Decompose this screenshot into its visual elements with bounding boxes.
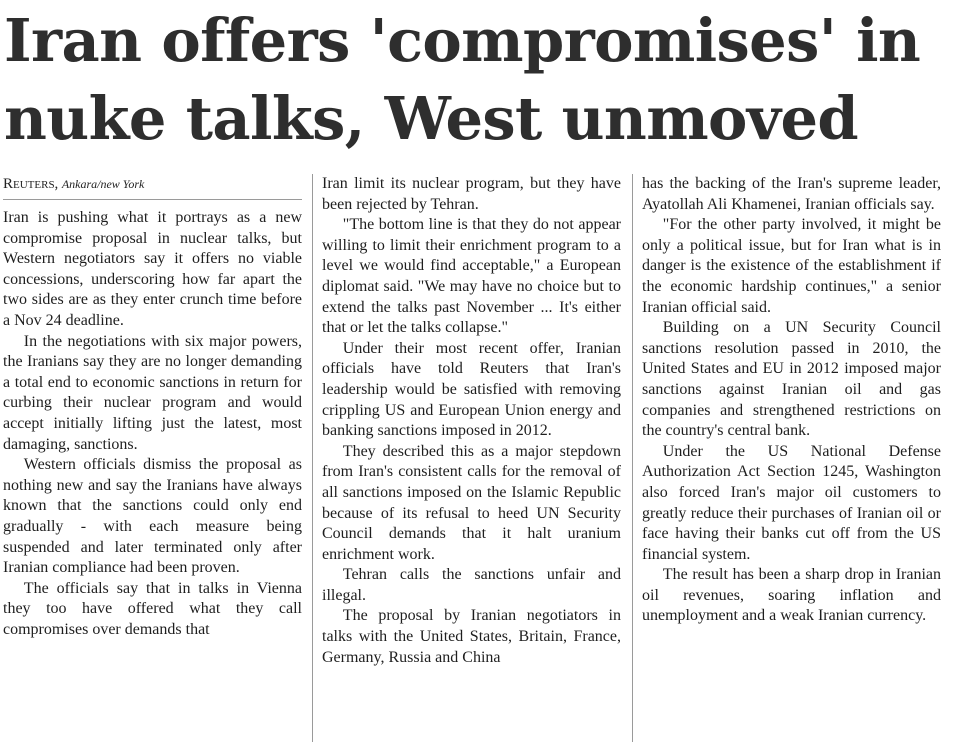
paragraph: Iran limit its nuclear program, but they have been rejected by Tehran. <box>322 175 621 213</box>
paragraph: The result has been a sharp drop in Iranian oil revenues, soaring inflation and unemployment and a weak Iranian currency. <box>642 566 941 625</box>
paragraph: has the backing of the Iran's supreme leader, Ayatollah Ali Khamenei, Iranian officials say. <box>642 175 941 213</box>
headline-line-1: Iran offers 'compromises' in <box>4 6 921 75</box>
column-divider <box>312 174 313 742</box>
paragraph: Tehran calls the sanctions unfair and illegal. <box>322 566 621 604</box>
paragraph: The proposal by Iranian negotiators in talks with the United States, Britain, France, Germany, Russia and China <box>322 607 621 666</box>
paragraph: Iran is pushing what it portrays as a new compromise proposal in nuclear talks, but Western negotiators say it offers no viable concessions, underscoring how far apart the two sides are as they enter crunch time before a Nov 24 deadline. <box>3 209 302 329</box>
paragraph: They described this as a major stepdown from Iran's consistent calls for the removal of all sanctions imposed on the Islamic Republic because of its refusal to heed UN Security Council demands that it halt uranium enrichment work. <box>322 442 621 563</box>
paragraph: "The bottom line is that they do not appear willing to limit their enrichment program to a level we would find acceptable," a European diplomat said. "We may have no choice but to extend the talks past November ... It's either that or let the talks collapse." <box>322 216 621 337</box>
article-column-2 <box>322 174 621 668</box>
paragraph: Western officials dismiss the proposal as nothing new and say the Iranians have always known that the sanctions could only end gradually - with each measure being suspended and later terminated only after Iranian compliance had been proven. <box>3 456 302 577</box>
paragraph: "For the other party involved, it might be only a political issue, but for Iran what is in danger is the existence of the establishment if the economic hardship continues," a senior Iranian official said. <box>642 216 941 316</box>
paragraph: In the negotiations with six major powers, the Iranians say they are no longer demanding a total end to economic sanctions in return for curbing their nuclear program and would accept initially lifting just the latest, most damaging, sanctions. <box>3 332 302 453</box>
byline-agency: Reuters, <box>3 176 59 192</box>
byline <box>3 174 302 200</box>
headline-line-2: nuke talks, West unmoved <box>4 84 859 153</box>
paragraph: Under their most recent offer, Iranian officials have told Reuters that Iran's leadership would be satisfied with removing crippling US and European Union energy and banking sanctions imposed in 2012. <box>322 339 621 440</box>
paragraph: Building on a UN Security Council sanctions resolution passed in 2010, the United States and EU in 2012 imposed major sanctions against Iranian oil and gas companies and strengthened restrictions on the country's central bank. <box>642 319 941 440</box>
paragraph: Under the US National Defense Authorization Act Section 1245, Washington also forced Iran's major oil customers to greatly reduce their purchases of Iranian oil or face having their banks cut off from the US financial system. <box>642 442 941 563</box>
article-column-1 <box>3 174 302 640</box>
byline-place: Ankara/new York <box>61 177 145 191</box>
headline <box>4 2 955 158</box>
column-divider <box>632 174 633 742</box>
article-column-3 <box>642 174 941 627</box>
paragraph: The officials say that in talks in Vienna they too have offered what they call compromises over demands that <box>3 579 302 638</box>
